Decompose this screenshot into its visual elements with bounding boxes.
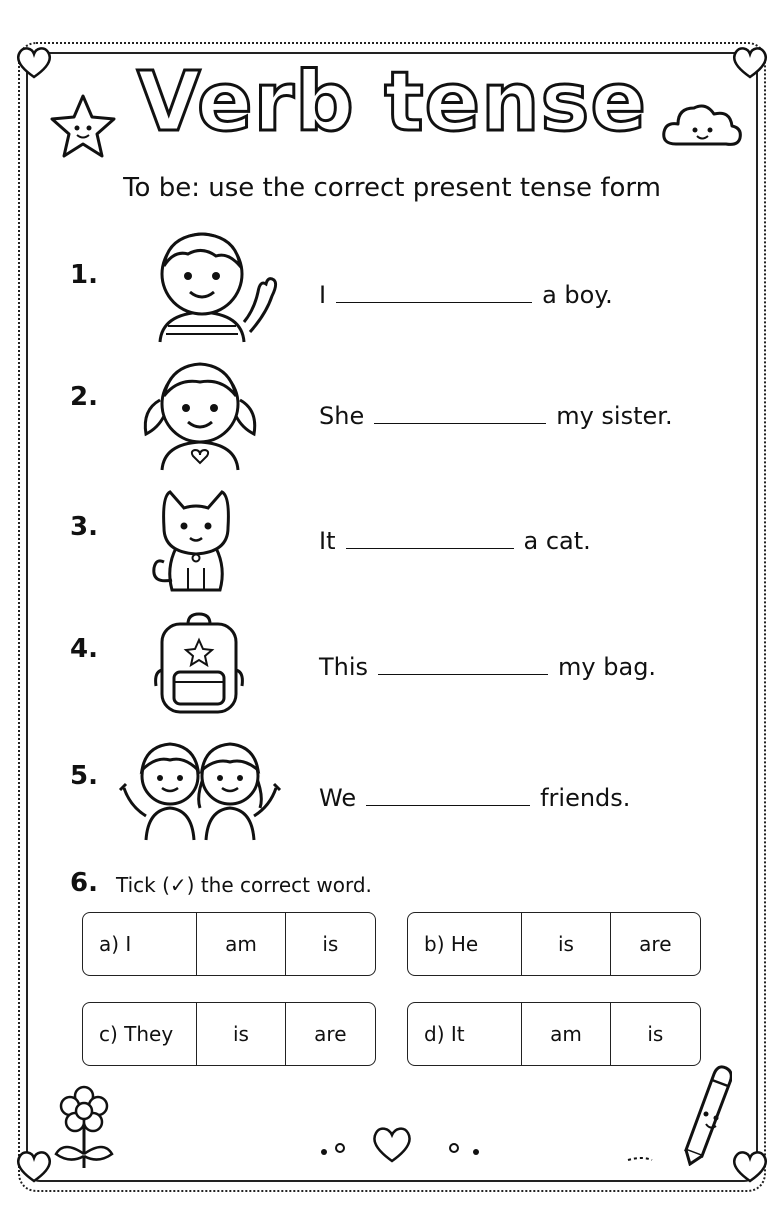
answer-blank[interactable] bbox=[366, 804, 530, 806]
tick-option[interactable]: am bbox=[196, 913, 284, 975]
question-number: 2. bbox=[70, 382, 98, 412]
question-number: 4. bbox=[70, 634, 98, 664]
tick-option[interactable]: is bbox=[521, 913, 609, 975]
dots-icon bbox=[318, 1140, 348, 1160]
sentence-3 bbox=[319, 529, 591, 553]
sentence-subject: She bbox=[319, 402, 365, 430]
cat-icon bbox=[148, 488, 244, 594]
tick-option[interactable]: are bbox=[285, 1003, 375, 1065]
sentence-ending: friends. bbox=[540, 784, 631, 812]
tick-option[interactable]: is bbox=[285, 913, 375, 975]
answer-blank[interactable] bbox=[374, 422, 546, 424]
sentence-subject: It bbox=[319, 527, 336, 555]
tick-row-b bbox=[407, 912, 701, 976]
answer-blank[interactable] bbox=[346, 547, 514, 549]
answer-blank[interactable] bbox=[336, 301, 532, 303]
heart-corner-icon bbox=[730, 1148, 770, 1184]
tick-row-label: d) It bbox=[424, 1022, 465, 1046]
sentence-5 bbox=[319, 786, 630, 810]
tick-option[interactable]: am bbox=[521, 1003, 609, 1065]
tick-row-label: c) They bbox=[99, 1022, 174, 1046]
tick-option[interactable]: is bbox=[610, 1003, 700, 1065]
sentence-subject: I bbox=[319, 281, 327, 309]
two-friends-icon bbox=[116, 736, 284, 844]
sentence-ending: my sister. bbox=[556, 402, 673, 430]
question-number: 1. bbox=[70, 260, 98, 290]
tick-row-c bbox=[82, 1002, 376, 1066]
backpack-icon bbox=[154, 610, 244, 716]
flower-icon bbox=[46, 1084, 122, 1170]
girl-pigtails-icon bbox=[138, 354, 262, 472]
heart-icon bbox=[370, 1124, 414, 1164]
sentence-subject: We bbox=[319, 784, 357, 812]
tick-row-label: b) He bbox=[424, 932, 479, 956]
tick-row-label: a) I bbox=[99, 932, 132, 956]
sentence-2 bbox=[319, 404, 673, 428]
sentence-ending: a boy. bbox=[542, 281, 613, 309]
dots-icon bbox=[446, 1140, 486, 1160]
page-subtitle: To be: use the correct present tense form bbox=[123, 173, 661, 203]
tick-instruction: Tick (✓) the correct word. bbox=[116, 873, 372, 897]
page-title: Verb tense bbox=[137, 55, 647, 150]
tick-option[interactable]: are bbox=[610, 913, 700, 975]
tick-row-a bbox=[82, 912, 376, 976]
tick-option[interactable]: is bbox=[196, 1003, 284, 1065]
question-number: 6. bbox=[70, 868, 98, 898]
sentence-ending: a cat. bbox=[523, 527, 591, 555]
sentence-subject: This bbox=[319, 653, 369, 681]
boy-waving-icon bbox=[132, 222, 282, 344]
pencil-icon bbox=[622, 1056, 732, 1166]
answer-blank[interactable] bbox=[378, 673, 548, 675]
sentence-ending: my bag. bbox=[558, 653, 657, 681]
question-number: 5. bbox=[70, 761, 98, 791]
question-number: 3. bbox=[70, 512, 98, 542]
sentence-1 bbox=[319, 283, 613, 307]
sentence-4 bbox=[319, 655, 656, 679]
